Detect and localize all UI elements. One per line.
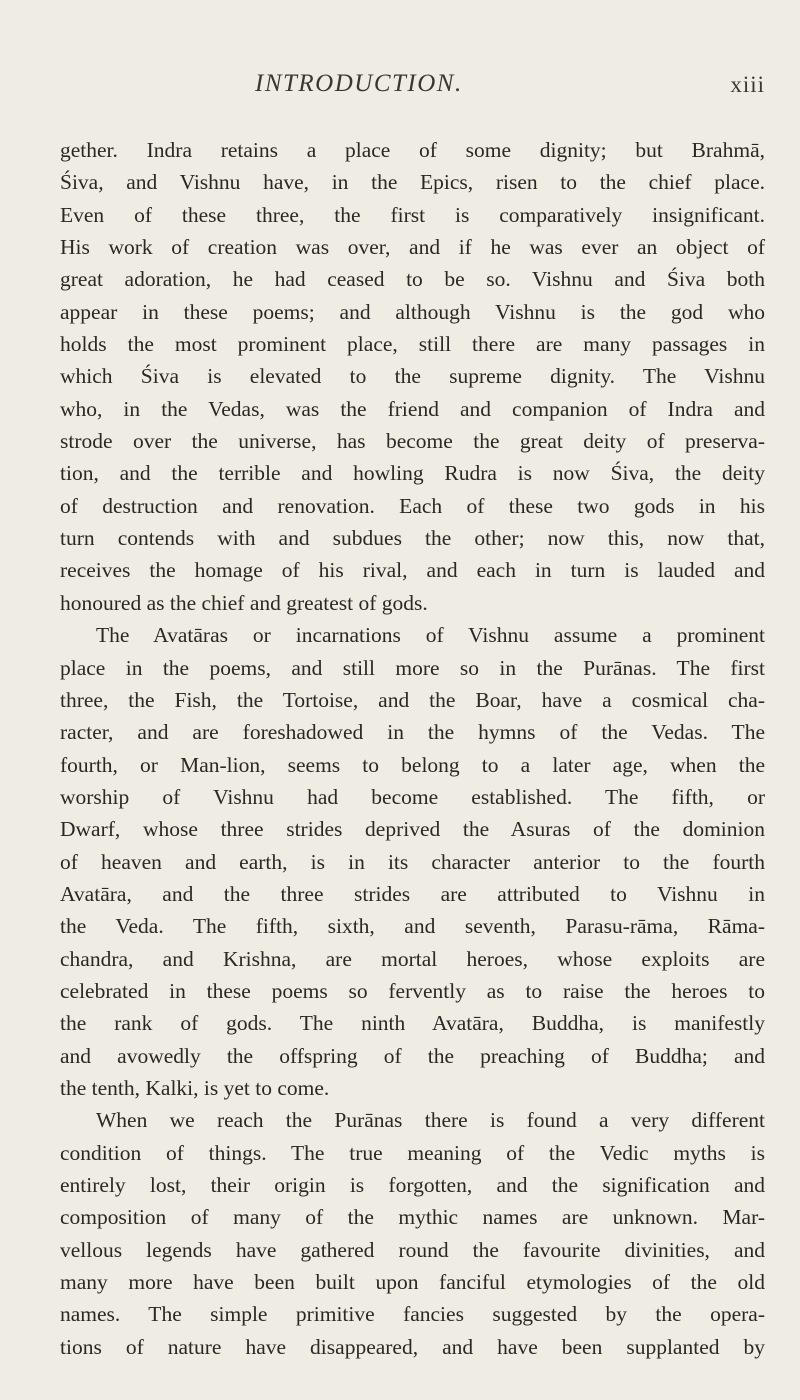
text-line: Even of these three, the first is comparatively insignificant. xyxy=(60,202,765,227)
text-line: tion, and the terrible and howling Rudra is now Śiva, the deity xyxy=(60,461,765,486)
text-line: honoured as the chief and greatest of gods. xyxy=(60,590,428,615)
text-line: of destruction and renovation. Each of these two gods in his xyxy=(60,493,765,518)
text-line: and avowedly the offspring of the preaching of Buddha; and xyxy=(60,1043,765,1068)
text-line: His work of creation was over, and if he was ever an object of xyxy=(60,235,765,260)
text-line: three, the Fish, the Tortoise, and the Boar, have a cosmical cha- xyxy=(60,687,765,712)
text-line: condition of things. The true meaning of the Vedic myths is xyxy=(60,1140,765,1165)
running-header xyxy=(255,70,765,110)
text-line: who, in the Vedas, was the friend and companion of Indra and xyxy=(60,396,765,421)
text-line: receives the homage of his rival, and each in turn is lauded and xyxy=(60,558,765,583)
text-line: turn contends with and subdues the other; now this, now that, xyxy=(60,526,765,551)
text-line: Avatāra, and the three strides are attributed to Vishnu in xyxy=(60,881,765,906)
text-line: appear in these poems; and although Vishnu is the god who xyxy=(60,299,765,324)
text-line: great adoration, he had ceased to be so. Vishnu and Śiva both xyxy=(60,267,765,292)
text-line: Dwarf, whose three strides deprived the Asuras of the dominion xyxy=(60,817,765,842)
text-line: entirely lost, their origin is forgotten, and the signification and xyxy=(60,1173,765,1197)
text-line: When we reach the Purānas there is found a very different xyxy=(96,1108,765,1133)
text-line: worship of Vishnu had become established. The fifth, or xyxy=(60,784,765,809)
text-line: the rank of gods. The ninth Avatāra, Buddha, is manifestly xyxy=(60,1011,765,1036)
text-line: names. The simple primitive fancies suggested by the opera- xyxy=(60,1302,765,1327)
body-text xyxy=(60,134,765,1363)
text-line: chandra, and Krishna, are mortal heroes, whose exploits are xyxy=(60,946,765,971)
text-line: The Avatāras or incarnations of Vishnu assume a prominent xyxy=(96,623,765,648)
text-line: vellous legends have gathered round the favourite divinities, and xyxy=(60,1237,765,1262)
text-line: place in the poems, and still more so in the Purānas. The first xyxy=(60,655,765,680)
text-line: Śiva, and Vishnu have, in the Epics, risen to the chief place. xyxy=(60,170,765,195)
text-line: racter, and are foreshadowed in the hymns of the Vedas. The xyxy=(60,720,765,745)
text-line: of heaven and earth, is in its character anterior to the fourth xyxy=(60,849,765,874)
running-title: INTRODUCTION. xyxy=(255,70,463,97)
text-line: composition of many of the mythic names are unknown. Mar- xyxy=(60,1205,765,1230)
text-line: the Veda. The fifth, sixth, and seventh, Parasu-rāma, Rāma- xyxy=(60,914,765,939)
page-number: xiii xyxy=(730,72,765,97)
text-line: gether. Indra retains a place of some dignity; but Brahmā, xyxy=(60,138,765,162)
text-line: celebrated in these poems so fervently as to raise the heroes to xyxy=(60,978,765,1003)
text-line: fourth, or Man-lion, seems to belong to a later age, when the xyxy=(60,752,765,777)
text-line: many more have been built upon fanciful etymologies of the old xyxy=(60,1270,765,1295)
text-line: tions of nature have disappeared, and have been supplanted by xyxy=(60,1334,765,1359)
text-line: strode over the universe, has become the great deity of preserva- xyxy=(60,429,765,454)
text-line: holds the most prominent place, still there are many passages in xyxy=(60,332,765,357)
text-line: the tenth, Kalki, is yet to come. xyxy=(60,1075,330,1100)
text-line: which Śiva is elevated to the supreme dignity. The Vishnu xyxy=(60,364,765,389)
